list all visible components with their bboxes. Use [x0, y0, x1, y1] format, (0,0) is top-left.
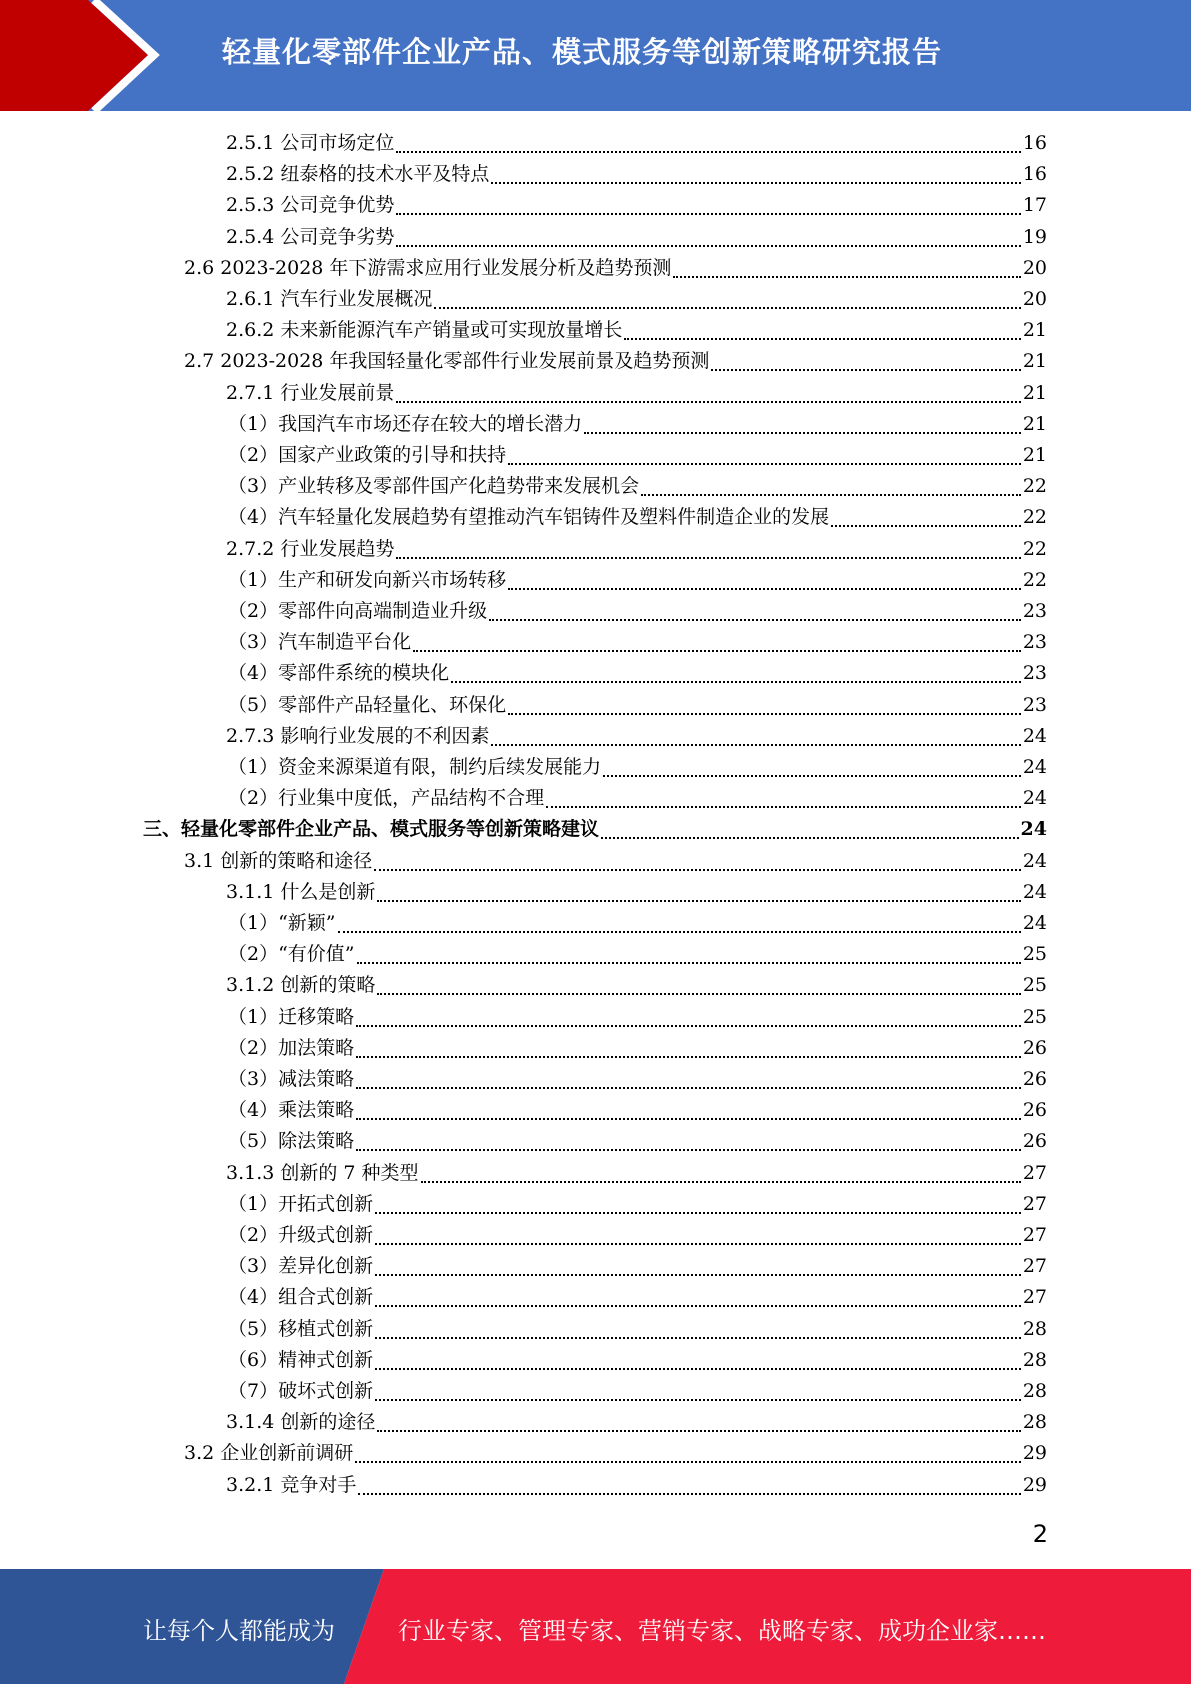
toc-entry[interactable]: [228, 1033, 1047, 1064]
toc-entry[interactable]: [226, 1158, 1047, 1189]
toc-dot-leader: [377, 992, 1020, 995]
toc-entry-label: 2.7.3 影响行业发展的不利因素: [226, 724, 490, 747]
toc-entry-page: 21: [1022, 444, 1047, 466]
toc-entry-label: 3.2 企业创新前调研: [184, 1442, 354, 1465]
toc-entry-page: 20: [1022, 288, 1047, 310]
toc-dot-leader: [673, 275, 1020, 278]
toc-dot-leader: [624, 337, 1020, 340]
toc-dot-leader: [377, 1429, 1020, 1432]
toc-entry-label: （1）资金来源渠道有限，制约后续发展能力: [228, 756, 602, 778]
toc-entry-label: （2）升级式创新: [228, 1224, 374, 1246]
toc-entry[interactable]: [226, 1407, 1047, 1438]
toc-entry[interactable]: [226, 222, 1047, 253]
toc-entry[interactable]: [228, 1376, 1047, 1407]
toc-entry-page: 27: [1022, 1224, 1047, 1246]
toc-entry-page: 22: [1022, 568, 1047, 591]
toc-dot-leader: [396, 400, 1020, 403]
page-footer: [0, 1569, 1191, 1684]
toc-entry[interactable]: [228, 1095, 1047, 1126]
toc-dot-leader: [338, 930, 1021, 933]
toc-entry-page: 24: [1020, 818, 1047, 841]
toc-entry-label: （1）“新颖”: [228, 912, 336, 934]
toc-entry-label: （1）开拓式创新: [228, 1192, 374, 1215]
toc-entry-page: 22: [1022, 506, 1047, 529]
toc-entry-label: 3.1.3 创新的 7 种类型: [226, 1161, 419, 1184]
toc-entry[interactable]: [228, 1189, 1047, 1220]
toc-dot-leader: [508, 712, 1021, 715]
toc-dot-leader: [396, 244, 1020, 247]
toc-entry-label: （3）产业转移及零部件国产化趋势带来发展机会: [228, 475, 640, 498]
page-number: 2: [1032, 1520, 1048, 1548]
toc-entry-page: 24: [1022, 724, 1047, 747]
toc-entry-label: 2.6.2 未来新能源汽车产销量或可实现放量增长: [226, 319, 623, 342]
toc-entry[interactable]: [184, 253, 1047, 284]
toc-entry[interactable]: [228, 658, 1047, 689]
toc-entry-page: 29: [1022, 1442, 1047, 1465]
page-header: [0, 0, 1191, 111]
toc-dot-leader: [375, 1242, 1021, 1245]
toc-entry-label: 三、轻量化零部件企业产品、模式服务等创新策略建议: [143, 818, 600, 841]
toc-entry[interactable]: [184, 846, 1047, 877]
toc-entry-page: 21: [1022, 350, 1047, 373]
toc-dot-leader: [489, 618, 1021, 621]
toc-entry-page: 25: [1022, 974, 1047, 997]
toc-dot-leader: [546, 805, 1021, 808]
footer-slogan-left: 让每个人都能成为: [143, 1617, 335, 1645]
toc-entry-page: 28: [1022, 1380, 1047, 1402]
toc-entry-label: （2）“有价值”: [228, 943, 355, 966]
toc-dot-leader: [375, 1211, 1021, 1214]
toc-entry-label: （2）行业集中度低，产品结构不合理: [228, 787, 545, 810]
toc-entry-label: （3）汽车制造平台化: [228, 631, 412, 654]
toc-entry[interactable]: [228, 783, 1047, 814]
toc-entry-label: （5）除法策略: [228, 1130, 355, 1153]
toc-entry-label: 2.5.3 公司竞争优势: [226, 194, 395, 217]
toc-entry[interactable]: [184, 1438, 1047, 1469]
report-title: 轻量化零部件企业产品、模式服务等创新策略研究报告: [222, 35, 943, 69]
toc-dot-leader: [355, 1460, 1021, 1463]
toc-entry-label: 3.1.2 创新的策略: [226, 974, 376, 997]
toc-entry[interactable]: [226, 284, 1047, 315]
toc-entry-label: （1）我国汽车市场还存在较大的增长潜力: [228, 412, 583, 435]
toc-dot-leader: [396, 212, 1020, 215]
toc-entry-page: 21: [1022, 412, 1047, 435]
toc-dot-leader: [374, 868, 1021, 871]
toc-dot-leader: [413, 649, 1021, 652]
toc-entry[interactable]: [228, 908, 1047, 939]
toc-entry[interactable]: [228, 565, 1047, 596]
toc-entry-page: 23: [1022, 662, 1047, 685]
toc-entry-page: 22: [1022, 537, 1047, 560]
toc-dot-leader: [375, 1304, 1021, 1307]
toc-entry-page: 19: [1022, 225, 1047, 248]
toc-entry-page: 24: [1022, 849, 1047, 872]
toc-entry-label: （5）零部件产品轻量化、环保化: [228, 693, 507, 716]
toc-dot-leader: [508, 462, 1021, 465]
toc-entry-page: 20: [1022, 256, 1047, 279]
toc-entry-label: 2.5.2 纽泰格的技术水平及特点: [226, 163, 490, 186]
toc-entry-label: 2.6 2023-2028 年下游需求应用行业发展分析及趋势预测: [184, 256, 672, 279]
toc-entry-page: 25: [1022, 943, 1047, 966]
toc-entry-page: 17: [1022, 194, 1047, 217]
toc-entry-label: （5）移植式创新: [228, 1317, 374, 1340]
footer-slogan-right: 行业专家、管理专家、营销专家、战略专家、成功企业家……: [398, 1617, 1046, 1645]
toc-dot-leader: [375, 1273, 1021, 1276]
toc-dot-leader: [641, 493, 1021, 496]
toc-entry-page: 27: [1022, 1255, 1047, 1278]
toc-entry-label: （4）组合式创新: [228, 1286, 374, 1309]
toc-entry-label: （3）差异化创新: [228, 1255, 374, 1278]
toc-entry[interactable]: [228, 1220, 1047, 1251]
toc-entry[interactable]: [228, 939, 1047, 970]
toc-entry-page: 23: [1022, 693, 1047, 716]
toc-dot-leader: [603, 774, 1021, 777]
toc-entry-label: 3.1.1 什么是创新: [226, 880, 376, 903]
toc-entry[interactable]: [228, 1314, 1047, 1345]
toc-entry-page: 28: [1022, 1411, 1047, 1434]
toc-dot-leader: [356, 1117, 1021, 1120]
toc-entry-label: 2.7.1 行业发展前景: [226, 381, 395, 404]
toc-entry-label: （4）乘法策略: [228, 1099, 355, 1122]
toc-entry-label: （1）迁移策略: [228, 1005, 355, 1028]
toc-entry[interactable]: [228, 1345, 1047, 1376]
toc-dot-leader: [375, 1398, 1021, 1401]
toc-entry[interactable]: [226, 534, 1047, 565]
toc-entry[interactable]: [228, 1126, 1047, 1157]
toc-entry[interactable]: [143, 814, 1047, 845]
toc-dot-leader: [358, 1492, 1020, 1495]
toc-dot-leader: [377, 899, 1020, 902]
toc-entry[interactable]: [226, 378, 1047, 409]
toc-entry[interactable]: [226, 190, 1047, 221]
toc-entry-label: 2.5.4 公司竞争劣势: [226, 225, 395, 248]
toc-entry-page: 24: [1022, 912, 1047, 934]
toc-entry-label: 2.5.1 公司市场定位: [226, 132, 395, 154]
toc-entry-page: 26: [1022, 1068, 1047, 1090]
toc-entry-label: 2.7 2023-2028 年我国轻量化零部件行业发展前景及趋势预测: [184, 350, 710, 373]
toc-entry[interactable]: [226, 1470, 1047, 1501]
toc-dot-leader: [356, 1055, 1021, 1058]
toc-entry-label: （4）汽车轻量化发展趋势有望推动汽车铝铸件及塑料件制造企业的发展: [228, 506, 830, 529]
toc-entry[interactable]: [228, 752, 1047, 783]
toc-entry[interactable]: [228, 1002, 1047, 1033]
toc-entry-page: 22: [1022, 475, 1047, 498]
toc-dot-leader: [451, 680, 1021, 683]
toc-entry[interactable]: [226, 970, 1047, 1001]
toc-entry-page: 28: [1022, 1348, 1047, 1371]
toc-entry-page: 24: [1022, 756, 1047, 778]
toc-entry-label: （6）精神式创新: [228, 1348, 374, 1371]
toc-entry-label: 3.1.4 创新的途径: [226, 1411, 376, 1434]
toc-dot-leader: [491, 181, 1020, 184]
toc-dot-leader: [357, 961, 1021, 964]
toc-entry[interactable]: [228, 596, 1047, 627]
toc-entry-label: （2）加法策略: [228, 1036, 355, 1059]
toc-dot-leader: [601, 836, 1019, 839]
toc-entry[interactable]: [228, 690, 1047, 721]
toc-entry-label: （3）减法策略: [228, 1068, 355, 1090]
toc-entry-label: （2）国家产业政策的引导和扶持: [228, 444, 507, 466]
toc-entry[interactable]: [226, 128, 1047, 159]
toc-entry-label: 3.2.1 竞争对手: [226, 1473, 357, 1496]
toc-entry[interactable]: [228, 1064, 1047, 1095]
toc-entry-page: 28: [1022, 1317, 1047, 1340]
toc-entry-page: 27: [1022, 1192, 1047, 1215]
toc-entry-page: 21: [1022, 319, 1047, 342]
toc-dot-leader: [491, 743, 1020, 746]
toc-entry-label: 2.7.2 行业发展趋势: [226, 537, 395, 560]
toc-entry-label: （7）破坏式创新: [228, 1380, 374, 1402]
toc-entry-page: 23: [1022, 600, 1047, 622]
toc-entry-page: 29: [1022, 1473, 1047, 1496]
toc-entry[interactable]: [228, 502, 1047, 533]
toc-entry[interactable]: [228, 471, 1047, 502]
toc-entry-label: 3.1 创新的策略和途径: [184, 849, 373, 872]
toc-entry[interactable]: [228, 440, 1047, 471]
toc-entry-label: （2）零部件向高端制造业升级: [228, 600, 488, 622]
toc-entry-label: （4）零部件系统的模块化: [228, 662, 450, 685]
toc-dot-leader: [434, 306, 1020, 309]
toc-dot-leader: [831, 524, 1021, 527]
toc-entry-page: 23: [1022, 631, 1047, 654]
toc-entry-page: 24: [1022, 787, 1047, 810]
toc-entry-page: 16: [1022, 163, 1047, 186]
toc-dot-leader: [375, 1336, 1021, 1339]
toc-entry[interactable]: [228, 409, 1047, 440]
toc-entry[interactable]: [226, 315, 1047, 346]
toc-dot-leader: [356, 1086, 1021, 1089]
toc-entry[interactable]: [228, 627, 1047, 658]
toc-dot-leader: [584, 431, 1021, 434]
toc-entry-page: 16: [1022, 132, 1047, 154]
toc-entry[interactable]: [228, 1251, 1047, 1282]
toc-dot-leader: [375, 1367, 1021, 1370]
toc-entry-page: 26: [1022, 1130, 1047, 1153]
toc-dot-leader: [711, 368, 1020, 371]
toc-entry-label: 2.6.1 汽车行业发展概况: [226, 288, 433, 310]
toc-entry[interactable]: [226, 877, 1047, 908]
toc-entry[interactable]: [226, 159, 1047, 190]
toc-entry-page: 24: [1022, 880, 1047, 903]
toc-entry-label: （1）生产和研发向新兴市场转移: [228, 568, 507, 591]
toc-dot-leader: [396, 556, 1020, 559]
toc-dot-leader: [421, 1180, 1021, 1183]
toc-entry-page: 27: [1022, 1161, 1047, 1184]
toc-entry-page: 27: [1022, 1286, 1047, 1309]
toc-entry-page: 26: [1022, 1099, 1047, 1122]
toc-entry-page: 25: [1022, 1005, 1047, 1028]
toc-entry-page: 21: [1022, 381, 1047, 404]
toc-entry[interactable]: [228, 1282, 1047, 1313]
toc-entry[interactable]: [184, 346, 1047, 377]
toc-dot-leader: [396, 150, 1020, 153]
toc-dot-leader: [508, 587, 1021, 590]
toc-dot-leader: [356, 1148, 1021, 1151]
toc-entry-page: 26: [1022, 1036, 1047, 1059]
toc-dot-leader: [356, 1024, 1021, 1027]
toc-entry[interactable]: [226, 721, 1047, 752]
